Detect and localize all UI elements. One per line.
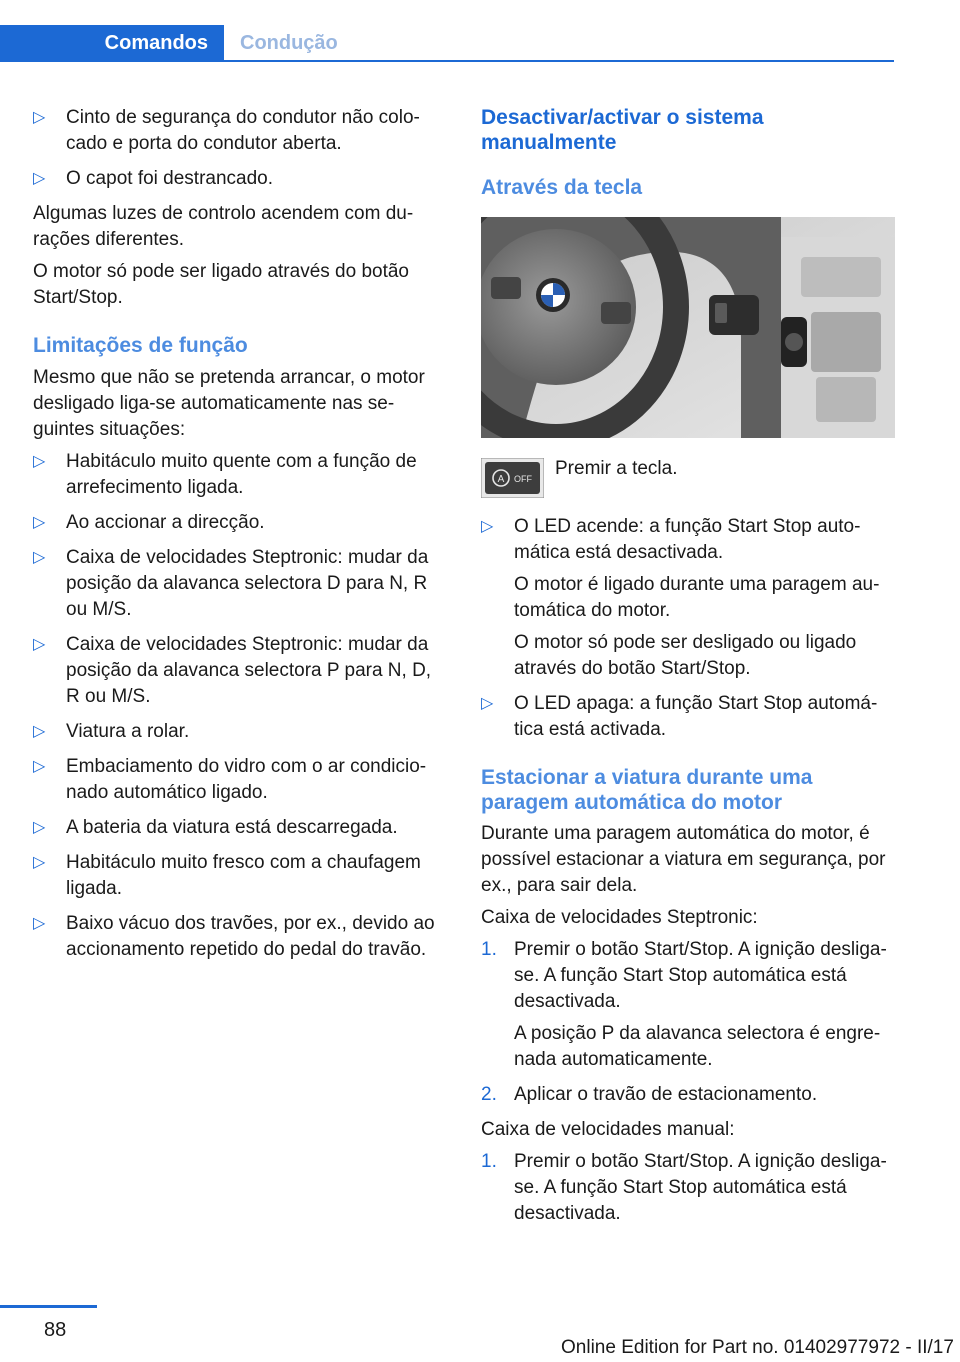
- triangle-bullet-icon: ▷: [33, 514, 46, 531]
- triangle-bullet-icon: ▷: [33, 915, 46, 932]
- list-item: ▷ O capot foi destrancado.: [33, 166, 449, 192]
- top-bullet-list: [33, 105, 449, 192]
- section-heading-limits: Limitações de função: [33, 334, 248, 357]
- tab-comandos-label: Comandos: [104, 31, 208, 54]
- triangle-bullet-icon: ▷: [481, 518, 494, 535]
- list-item: ▷ Viatura a rolar.: [33, 719, 449, 745]
- steering-wheel-photo: [481, 217, 895, 438]
- step-number: 1.: [481, 939, 497, 960]
- list-item: ▷ Caixa de velocidades Steptronic: mudar da posição da alavanca selectora P para N, D, R ou M/S.: [33, 634, 432, 707]
- sub-paragraph: O motor é ligado durante uma paragem automática do motor.: [514, 574, 880, 621]
- triangle-bullet-icon: ▷: [33, 453, 46, 470]
- paragraph: Mesmo que não se pretenda arrancar, o motor desligado liga-se automaticamente nas seguintes situações:: [33, 367, 425, 440]
- paragraph: Durante uma paragem automática do motor, é possível estacionar a viatura em segurança, por ex., para sair dela.: [481, 823, 886, 896]
- led-bullet-list: [481, 514, 895, 743]
- sub-paragraph: A posição P da alavanca selectora é engrenada automaticamente.: [514, 1023, 881, 1070]
- triangle-bullet-icon: ▷: [33, 636, 46, 653]
- section-heading-parking: Estacionar a viatura durante uma paragem automática do motor: [481, 766, 813, 814]
- list-item: 1. Premir o botão Start/Stop. A ignição desliga-se. A função Start Stop automática está desactivada.: [481, 1151, 887, 1224]
- button-callout: [481, 456, 895, 498]
- tab-comandos[interactable]: [0, 25, 224, 61]
- triangle-bullet-icon: ▷: [33, 854, 46, 871]
- list-item: ▷ Baixo vácuo dos travões, por ex., devido ao accionamento repetido do pedal do travão.: [33, 913, 435, 960]
- left-column: [33, 105, 449, 972]
- list-item: ▷ A bateria da viatura está descarregada.: [33, 815, 449, 841]
- button-glyph-text: A: [497, 474, 505, 485]
- step-number: 2.: [481, 1084, 497, 1105]
- header-rule: [0, 60, 894, 62]
- button-off-text: OFF: [514, 474, 532, 484]
- paragraph: O motor só pode ser ligado através do botão Start/Stop.: [33, 261, 410, 308]
- list-item: ▷ Caixa de velocidades Steptronic: mudar da posição da alavanca selectora D para N, R ou M/S.: [33, 547, 429, 620]
- page-number: 88: [44, 1319, 67, 1341]
- limits-bullet-list: [33, 449, 449, 963]
- subsection-heading-button: Através da tecla: [481, 176, 643, 199]
- sub-paragraph: O motor só pode ser desligado ou ligado através do botão Start/Stop.: [514, 632, 857, 679]
- list-item: 1. Premir o botão Start/Stop. A ignição desliga-se. A função Start Stop automática está desactivada. A posição P da alavanca selectora é engrenada automaticamente.: [481, 937, 895, 1073]
- triangle-bullet-icon: ▷: [33, 109, 46, 126]
- tab-conducao[interactable]: [224, 25, 894, 61]
- list-item: ▷ Habitáculo muito fresco com a chaufagem ligada.: [33, 852, 421, 899]
- step-number: 1.: [481, 1151, 497, 1172]
- section-heading-deactivate: Desactivar/activar o sistema manualmente: [481, 106, 764, 154]
- tab-conducao-label: Condução: [240, 31, 338, 54]
- list-item: ▷ O LED apaga: a função Start Stop automática está activada.: [481, 693, 878, 740]
- paragraph: Caixa de velocidades Steptronic:: [481, 907, 758, 928]
- press-button-caption: Premir a tecla.: [555, 458, 678, 479]
- triangle-bullet-icon: ▷: [33, 758, 46, 775]
- page-header: [0, 0, 894, 62]
- triangle-bullet-icon: ▷: [33, 723, 46, 740]
- triangle-bullet-icon: ▷: [33, 549, 46, 566]
- paragraph: Algumas luzes de controlo acendem com durações diferentes.: [33, 203, 414, 250]
- edition-note: Online Edition for Part no. 01402977972 - II/17: [561, 1337, 954, 1358]
- list-item: 2. Aplicar o travão de estacionamento.: [481, 1082, 895, 1108]
- right-column: [481, 105, 895, 1236]
- paragraph: Caixa de velocidades manual:: [481, 1119, 735, 1140]
- manual-steps: [481, 1149, 895, 1227]
- list-item: ▷ O LED acende: a função Start Stop automática está desactivada. O motor é ligado durante uma paragem automática do motor. O motor só pode ser desligado ou ligado através do botão Start/Stop.: [481, 514, 895, 682]
- list-item: ▷ Cinto de segurança do condutor não colocado e porta do condutor aberta.: [33, 107, 420, 154]
- triangle-bullet-icon: ▷: [481, 695, 494, 712]
- auto-start-stop-off-button-icon: [481, 458, 544, 498]
- list-item: ▷ Habitáculo muito quente com a função de arrefecimento ligada.: [33, 451, 417, 498]
- steptronic-steps: [481, 937, 895, 1108]
- list-item: ▷ Ao accionar a direcção.: [33, 510, 449, 536]
- footer-rule: [0, 1305, 97, 1308]
- triangle-bullet-icon: ▷: [33, 170, 46, 187]
- triangle-bullet-icon: ▷: [33, 819, 46, 836]
- list-item: ▷ Embaciamento do vidro com o ar condicionado automático ligado.: [33, 756, 427, 803]
